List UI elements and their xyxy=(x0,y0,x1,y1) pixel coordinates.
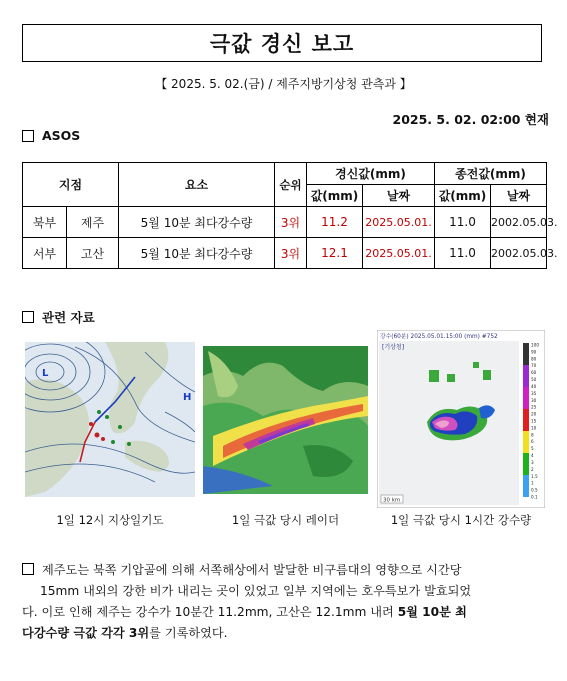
colorbar-tick-label: 90 xyxy=(531,349,537,355)
checkbox-icon xyxy=(22,311,34,323)
weather-map-caption: 1일 12시 지상일기도 xyxy=(56,513,164,527)
colorbar-tick-label: 100 xyxy=(531,342,539,348)
colorbar-tick-label: 40 xyxy=(531,384,537,389)
row-region: 북부 xyxy=(23,207,67,238)
title-box xyxy=(22,24,542,62)
colorbar-tick-label: 2 xyxy=(531,466,534,472)
rainfall-agency: [기상청] xyxy=(382,344,405,351)
colorbar-tick-label: 30 xyxy=(531,397,537,403)
colorbar-tick-label: 8 xyxy=(531,432,534,438)
para-line-4b: 를 기록하였다. xyxy=(149,626,228,640)
colorbar-tick-label: 15 xyxy=(531,418,537,424)
para-line-3b: 5월 10분 최 xyxy=(397,605,467,619)
header-rank: 순위 xyxy=(275,163,307,207)
colorbar-tick-label: 4 xyxy=(531,453,534,458)
as-of-time: 2025. 5. 02. 02:00 현재 xyxy=(392,112,549,127)
colorbar-tick-label: 1.5 xyxy=(531,473,538,479)
para-line-4a: 다강수량 극값 각각 3위 xyxy=(22,626,150,640)
section-related-label: 관련 자료 xyxy=(42,310,95,325)
rainfall-scale: 30 km xyxy=(383,497,401,504)
para-line-3a: 다. 이로 인해 제주는 강수가 10분간 11.2mm, 고산은 12.1mm 내려 xyxy=(22,605,398,619)
section-related xyxy=(22,308,95,326)
header-old-date: 날짜 xyxy=(491,185,547,207)
checkbox-icon xyxy=(22,130,34,142)
rainfall-colorbar xyxy=(523,343,529,497)
colorbar-tick-label: 35 xyxy=(531,390,537,396)
header-element: 요소 xyxy=(119,163,275,207)
colorbar-tick-label: 5 xyxy=(531,446,534,452)
row-rank: 3위 xyxy=(275,238,307,269)
row-station: 제주 xyxy=(67,207,119,238)
row-old-date: 2002.05.03. xyxy=(491,238,547,269)
header-station: 지점 xyxy=(23,163,119,207)
colorbar-tick-label: 3 xyxy=(531,460,534,465)
row-element: 5월 10분 최다강수량 xyxy=(119,238,275,269)
colorbar-tick-label: 6 xyxy=(531,439,534,445)
colorbar-tick-label: 50 xyxy=(531,377,537,382)
colorbar-tick-label: 25 xyxy=(531,404,537,410)
colorbar-tick-label: 60 xyxy=(531,370,537,376)
table-row xyxy=(23,207,547,238)
colorbar-tick-label: 80 xyxy=(531,356,537,362)
row-new-date: 2025.05.01. xyxy=(363,238,435,269)
row-old-value: 11.0 xyxy=(435,238,491,269)
colorbar-tick-label: 70 xyxy=(531,363,537,369)
row-new-value: 12.1 xyxy=(307,238,363,269)
row-station: 고산 xyxy=(67,238,119,269)
section-asos-label: ASOS xyxy=(42,128,81,143)
table-row xyxy=(23,238,547,269)
report-title: 극값 경신 보고 xyxy=(209,32,355,56)
header-old-value: 값(mm) xyxy=(435,185,491,207)
header-new-date: 날짜 xyxy=(363,185,435,207)
para-line-1: 제주도는 북쪽 기압골에 의해 서쪽해상에서 발달한 비구름대의 영향으로 시간당 xyxy=(42,563,462,577)
header-previous: 종전값(mm) xyxy=(435,163,547,185)
header-new-value: 값(mm) xyxy=(307,185,363,207)
radar-image xyxy=(203,346,368,494)
row-old-value: 11.0 xyxy=(435,207,491,238)
rainfall-header: 강수(60분) 2025.05.01.15:00 (mm) #752 xyxy=(380,334,498,340)
map-high-label: H xyxy=(183,392,192,403)
record-table xyxy=(22,162,558,269)
row-rank: 3위 xyxy=(275,207,307,238)
report-subtitle: 【 2025. 5. 02.(금) / 제주지방기상청 관측과 】 xyxy=(155,77,412,91)
row-element: 5월 10분 최다강수량 xyxy=(119,207,275,238)
summary-paragraph xyxy=(22,560,546,644)
section-asos xyxy=(22,128,80,143)
para-line-2: 15mm 내외의 강한 비가 내리는 곳이 있었고 일부 지역에는 호우특보가 발효되었 xyxy=(40,584,472,598)
checkbox-icon xyxy=(22,563,34,575)
row-old-date: 2002.05.03. xyxy=(491,207,547,238)
rainfall-caption: 1일 극값 당시 1시간 강수량 xyxy=(390,513,532,527)
rainfall-map xyxy=(377,330,545,508)
header-renewed: 경신값(mm) xyxy=(307,163,435,185)
colorbar-tick-label: 20 xyxy=(531,411,537,417)
colorbar-tick-label: 10 xyxy=(531,425,537,431)
colorbar-tick-label: 1 xyxy=(531,480,534,486)
colorbar-tick-label: 0.5 xyxy=(531,487,538,493)
row-new-date: 2025.05.01. xyxy=(363,207,435,238)
row-region: 서부 xyxy=(23,238,67,269)
colorbar-tick-label: 0.1 xyxy=(531,494,538,500)
row-new-value: 11.2 xyxy=(307,207,363,238)
map-low-label: L xyxy=(42,368,49,379)
surface-weather-map xyxy=(25,342,195,497)
radar-caption: 1일 극값 당시 레이더 xyxy=(231,513,340,527)
